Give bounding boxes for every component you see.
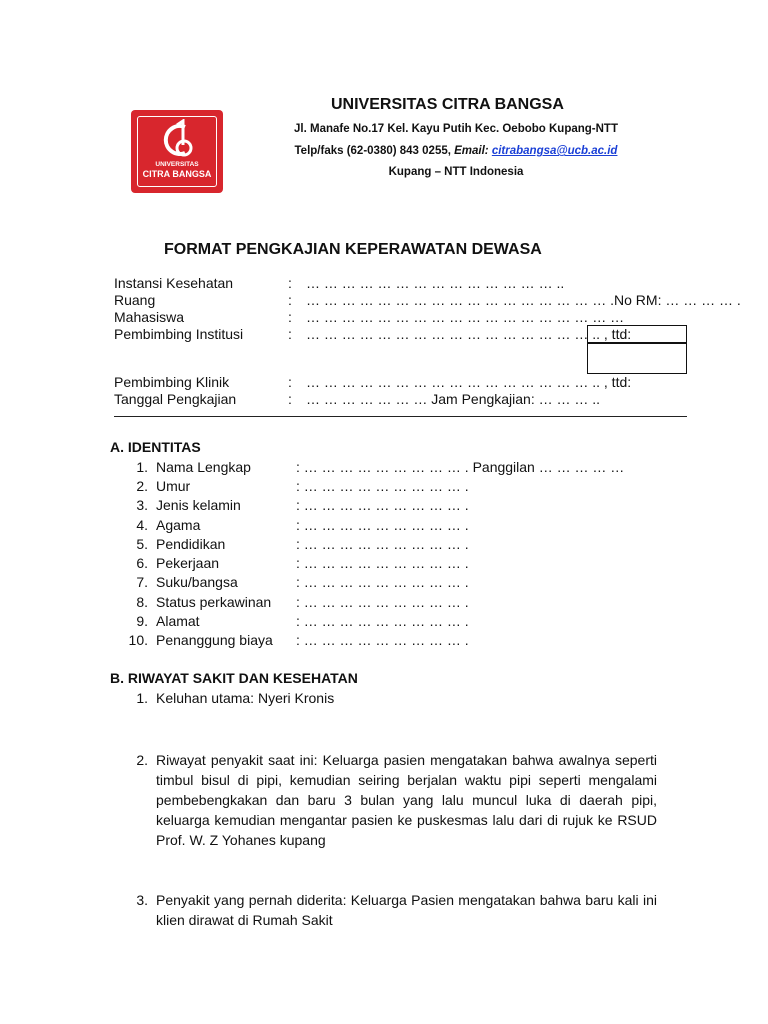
identitas-value-umur[interactable]: : … … … … … … … … … . <box>296 478 469 494</box>
item-number: 4. <box>136 517 148 533</box>
section-a-title: A. IDENTITAS <box>110 439 201 455</box>
identitas-label-umur: Umur <box>156 478 191 494</box>
field-value-ruang[interactable]: … … … … … … … … … … … … … … … … … .No RM: … … … … . <box>306 292 741 308</box>
identitas-label-nama: Nama Lengkap <box>156 459 251 475</box>
field-colon: : <box>288 391 292 407</box>
identitas-label-penanggung-biaya: Penanggung biaya <box>156 632 273 648</box>
city-line: Kupang – NTT Indonesia <box>388 166 524 178</box>
item-number: 3. <box>136 892 148 908</box>
identitas-label-status-perkawinan: Status perkawinan <box>156 594 272 610</box>
item-number: 7. <box>136 574 148 590</box>
field-value-mahasiswa[interactable]: … … … … … … … … … … … … … … … … … … <box>306 309 625 325</box>
field-colon: : <box>288 326 292 342</box>
identitas-label-pendidikan: Pendidikan <box>156 536 226 552</box>
phone-text: Telp/faks (62-0380) 843 0255, <box>294 145 455 157</box>
item-number: 5. <box>136 536 148 552</box>
identitas-label-suku: Suku/bangsa <box>156 574 238 590</box>
identitas-value-pendidikan[interactable]: : … … … … … … … … … . <box>296 536 469 552</box>
logo-text-line1: UNIVERSITAS <box>155 161 199 168</box>
item-number: 6. <box>136 555 148 571</box>
document-title: FORMAT PENGKAJIAN KEPERAWATAN DEWASA <box>164 241 542 258</box>
item-number: 9. <box>136 613 148 629</box>
email-link[interactable]: citrabangsa@ucb.ac.id <box>491 145 618 157</box>
item-number: 1. <box>136 690 148 706</box>
field-label-tanggal: Tanggal Pengkajian <box>114 391 237 407</box>
identitas-value-alamat[interactable]: : … … … … … … … … … . <box>296 613 469 629</box>
university-name: UNIVERSITAS CITRA BANGSA <box>331 96 564 113</box>
field-value-tanggal[interactable]: … … … … … … … Jam Pengkajian: … … … .. <box>306 391 601 407</box>
identitas-value-jenis-kelamin[interactable]: : … … … … … … … … … . <box>296 497 469 513</box>
item-number: 2. <box>136 752 148 768</box>
item-number: 1. <box>136 459 148 475</box>
item-number: 10. <box>128 632 148 648</box>
identitas-label-pekerjaan: Pekerjaan <box>156 555 220 571</box>
field-label-ruang: Ruang <box>114 292 156 308</box>
field-colon: : <box>288 275 292 291</box>
identitas-label-jenis-kelamin: Jenis kelamin <box>156 497 241 513</box>
riwayat-penyakit-saat-ini: Riwayat penyakit saat ini: Keluarga pasien mengatakan bahwa awalnya seperti timbul bisul di pipi, kemudian seiring berjalan waktu pipi seperti mengalami pembebengkakan dan baru 3 bulan yang lalu muncul luka di daerah pipi, keluarga kemudian mengantar pasien ke puskesmas lalu dari di rujuk ke RSUD Prof. W. Z Yohanes kupang <box>156 752 657 848</box>
identitas-label-alamat: Alamat <box>156 613 200 629</box>
email-label: Email: <box>454 145 492 157</box>
identitas-value-penanggung-biaya[interactable]: : … … … … … … … … … . <box>296 632 469 648</box>
field-label-instansi: Instansi Kesehatan <box>114 275 234 291</box>
field-value-pembimbing-klinik[interactable]: … … … … … … … … … … … … … … … … .. , ttd: <box>306 374 632 390</box>
field-colon: : <box>288 374 292 390</box>
field-label-mahasiswa: Mahasiswa <box>114 309 185 325</box>
item-number: 2. <box>136 478 148 494</box>
contact-line <box>72 145 768 157</box>
identitas-value-status-perkawinan[interactable]: : … … … … … … … … … . <box>296 594 469 610</box>
field-colon: : <box>288 309 292 325</box>
identitas-label-agama: Agama <box>156 517 201 533</box>
signature-box-institusi-lower[interactable] <box>587 343 687 374</box>
header-divider <box>114 416 687 417</box>
field-label-pembimbing-klinik: Pembimbing Klinik <box>114 374 230 390</box>
field-colon: : <box>288 292 292 308</box>
riwayat-keluhan-utama: Keluhan utama: Nyeri Kronis <box>156 690 335 706</box>
item-number: 3. <box>136 497 148 513</box>
logo-text-line2: CITRA BANGSA <box>142 169 212 179</box>
riwayat-penyakit-dahulu: Penyakit yang pernah diderita: Keluarga Pasien mengatakan bahwa baru kali ini klien dirawat di Rumah Sakit <box>156 892 657 928</box>
identitas-value-pekerjaan[interactable]: : … … … … … … … … … . <box>296 555 469 571</box>
field-label-pembimbing-institusi: Pembimbing Institusi <box>114 326 244 342</box>
identitas-value-suku[interactable]: : … … … … … … … … … . <box>296 574 469 590</box>
field-value-pembimbing-institusi[interactable]: … … … … … … … … … … … … … … … … .. , ttd: <box>306 326 632 342</box>
field-value-instansi[interactable]: … … … … … … … … … … … … … … .. <box>306 275 565 291</box>
item-number: 8. <box>136 594 148 610</box>
address-line: Jl. Manafe No.17 Kel. Kayu Putih Kec. Oebobo Kupang-NTT <box>294 123 618 135</box>
section-b-title: B. RIWAYAT SAKIT DAN KESEHATAN <box>110 670 358 686</box>
signature-box-institusi[interactable] <box>587 325 687 343</box>
identitas-value-nama[interactable]: : … … … … … … … … … . Panggilan … … … … … <box>296 459 625 475</box>
identitas-value-agama[interactable]: : … … … … … … … … … . <box>296 517 469 533</box>
